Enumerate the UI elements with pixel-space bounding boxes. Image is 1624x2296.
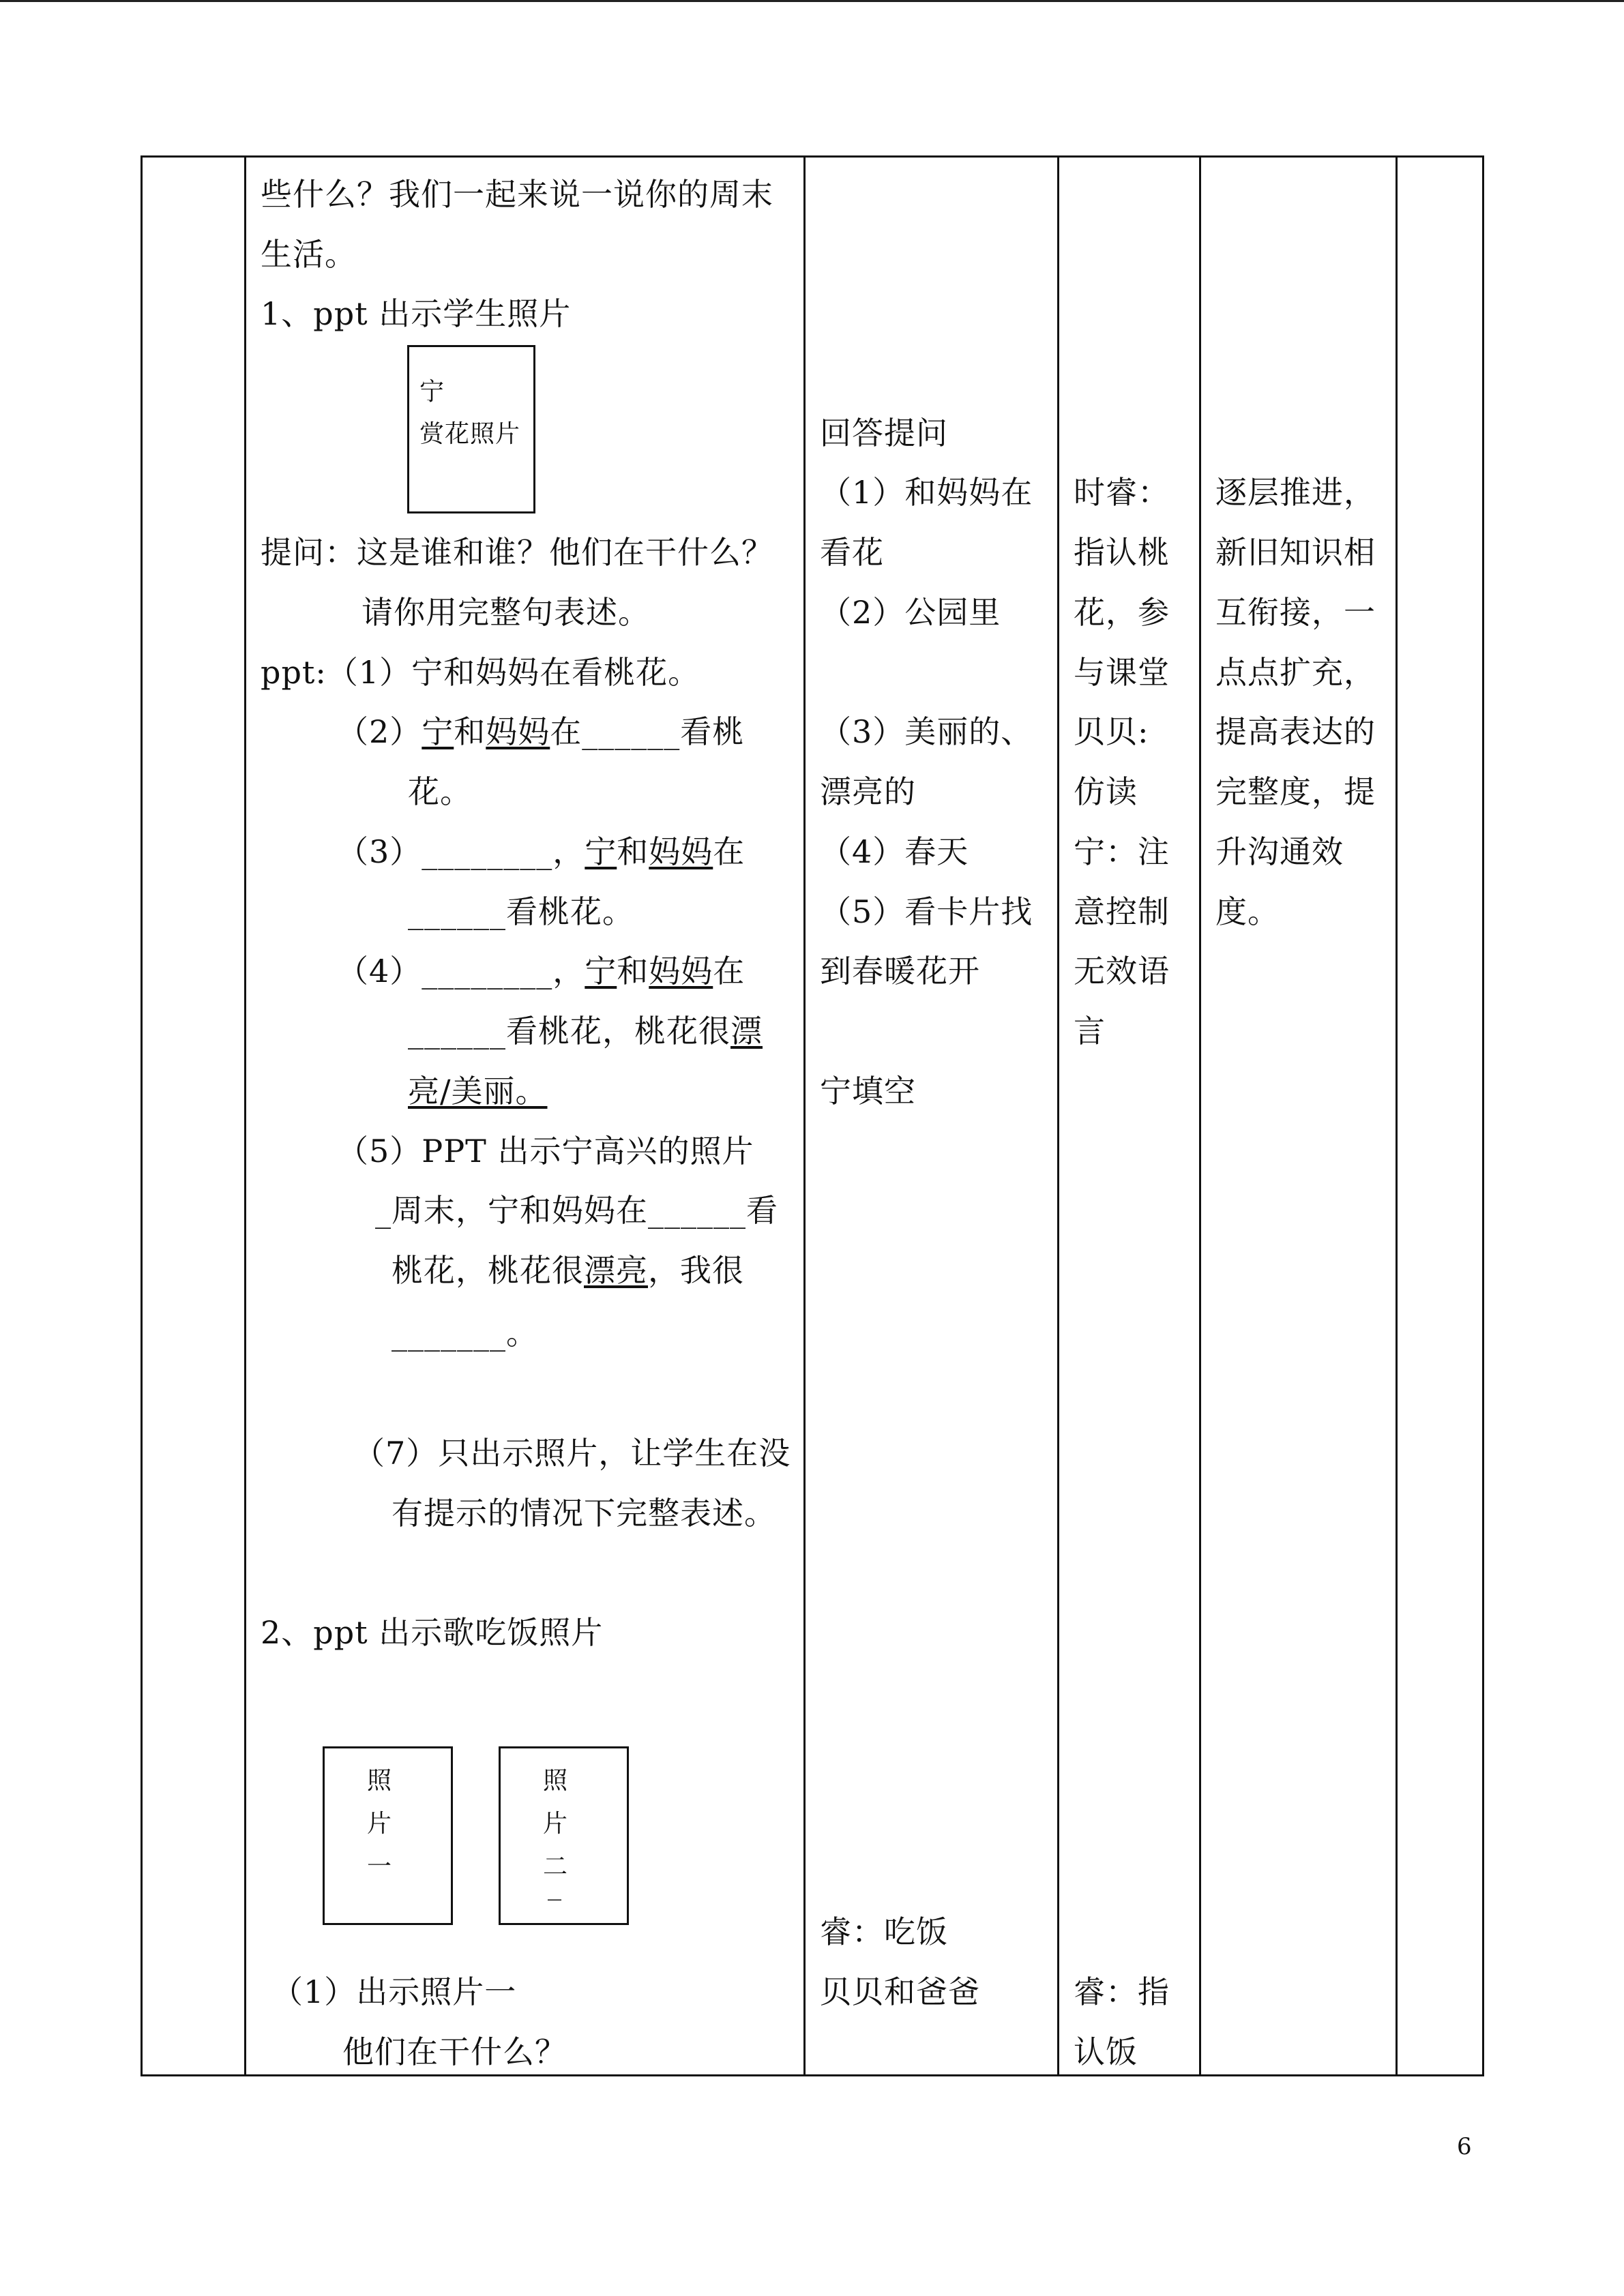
student-line: 漂亮的 [820,773,916,810]
student-line: （2）公园里 [820,594,1001,631]
sentence-item: 桃花，桃花很漂亮，我很 [392,1252,744,1289]
process-line: （1）出示照片一 [271,1973,517,2010]
process-line: 生活。 [261,236,357,273]
individual-line: 仿读 [1074,773,1138,810]
intent-line: 完整度，提 [1215,773,1376,810]
individual-line: 与课堂 [1074,654,1170,691]
sentence-item: 有提示的情况下完整表述。 [392,1495,776,1532]
sentence-item: ______看桃花，桃花很漂 [408,1013,763,1049]
photo-label: 片 [543,1810,569,1838]
student-line: （3）美丽的、 [820,713,1033,750]
student-line: 睿：吃饭 [820,1913,948,1950]
student-photo-placeholder [407,345,535,513]
intent-line: 互衔接，一 [1215,594,1376,631]
process-line: 2、ppt 出示歌吃饭照片 [261,1614,604,1651]
process-line: 些什么？我们一起来说一说你的周末 [261,176,773,213]
table-bottom-border [141,2074,1484,2076]
column-divider [1396,155,1398,2076]
individual-line: 指认桃 [1074,534,1170,571]
intent-line: 度。 [1215,893,1280,930]
sentence-item: ______看桃花。 [408,893,634,930]
sentence-item: （7）只出示照片，让学生在没 [353,1435,791,1472]
sentence-item: 花。 [408,773,472,810]
sentence-item: _周末，宁和妈妈在______看 [375,1192,778,1229]
photo-one-placeholder [323,1746,453,1925]
intent-line: 提高表达的 [1215,713,1376,750]
column-divider [141,155,143,2076]
student-line: （5）看卡片找 [820,893,1033,930]
photo-label: 照 [543,1767,569,1795]
student-line: 宁填空 [820,1073,916,1109]
individual-line: 意控制 [1074,893,1170,930]
photo-label: 一 [367,1853,393,1881]
sentence-item: （3）________，宁和妈妈在 [337,833,745,870]
photo-two-placeholder [499,1746,629,1925]
sentence-item: （5）PPT 出示宁高兴的照片 [337,1133,754,1169]
student-line: 回答提问 [820,415,948,451]
photo-label: 赏花照片 [419,420,521,448]
student-line: 贝贝和爸爸 [820,1973,980,2010]
column-divider [803,155,806,2076]
page-number: 6 [1457,2133,1472,2160]
student-line: （1）和妈妈在 [820,474,1033,511]
individual-line: 无效语 [1074,953,1170,989]
photo-label: 二 [543,1853,569,1881]
column-divider [1199,155,1201,2076]
student-line: （4）春天 [820,833,969,870]
sentence-item: （4）________，宁和妈妈在 [337,953,745,989]
individual-line: 宁：注 [1074,833,1170,870]
intent-line: 新旧知识相 [1215,534,1376,571]
process-line: 提问：这是谁和谁？他们在干什么？ [261,534,773,571]
individual-line: 认饭 [1074,2033,1138,2070]
individual-line: 言 [1074,1013,1106,1049]
sentence-item: _______。 [392,1315,538,1352]
student-line: 看花 [820,534,884,571]
student-line: 到春暖花开 [820,953,980,989]
process-line: 1、ppt 出示学生照片 [261,295,572,332]
sentence-item: 亮/美丽。 [408,1073,548,1109]
table-top-border [141,155,1484,158]
column-divider [1057,155,1059,2076]
individual-line: 时睿： [1074,474,1170,511]
intent-line: 逐层推进， [1215,474,1376,511]
process-line: 请你用完整句表述。 [361,594,650,631]
column-divider [1482,155,1484,2076]
individual-line: 花，参 [1074,594,1170,631]
intent-line: 点点扩充， [1215,654,1376,691]
individual-line: 睿：指 [1074,1973,1170,2010]
photo-label: 片 [367,1810,393,1838]
intent-line: 升沟通效 [1215,833,1344,870]
process-line: 他们在干什么？ [342,2033,567,2070]
individual-line: 贝贝: [1074,713,1149,750]
sentence-item: （2）宁和妈妈在______看桃 [337,713,745,750]
page-top-border [0,0,1624,2]
photo-label: 宁 [419,378,445,406]
photo-label: — [547,1891,563,1908]
photo-label: 照 [367,1767,393,1795]
process-line: ppt:（1）宁和妈妈在看桃花。 [261,654,700,691]
column-divider [244,155,246,2076]
